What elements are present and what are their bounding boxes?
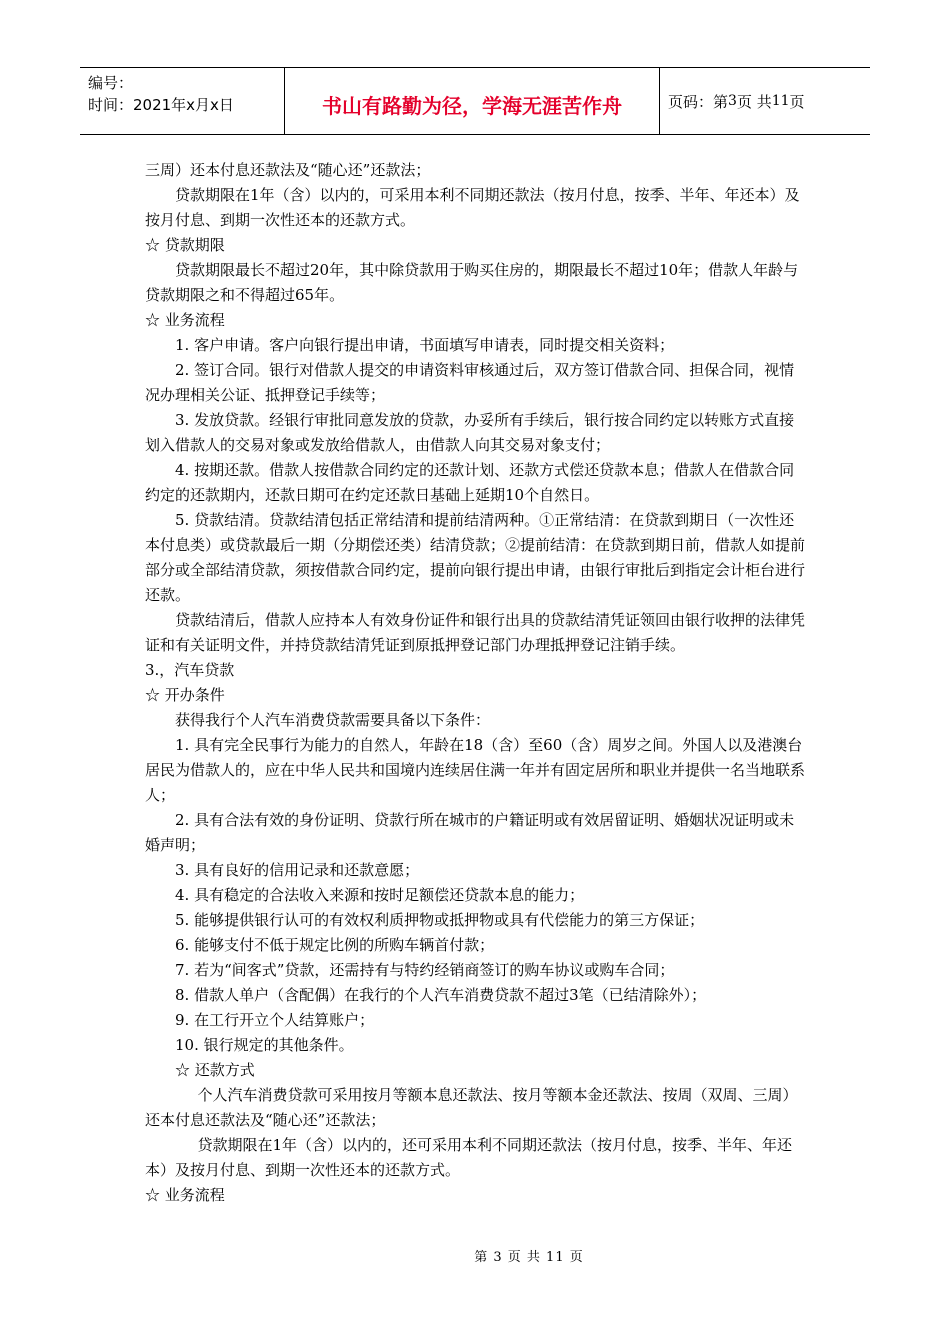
list-item: 5. 贷款结清。贷款结清包括正常结清和提前结清两种。①正常结清：在贷款到期日（一次性还本付息类）或贷款最后一期（分期偿还类）结清贷款；②提前结清：在贷款到期日前，借款人如提前部分或全部结清贷款，须按借款合同约定，提前向银行提出申请，由银行审批后到指定会计柜台进行还款。: [145, 511, 806, 604]
section-heading-loan-term: ☆ 贷款期限: [145, 236, 225, 254]
list-item: 1. 客户申请。客户向银行提出申请，书面填写申请表，同时提交相关资料；: [175, 336, 675, 354]
document-body: [145, 158, 807, 1208]
page-label-prefix: 页码：第: [668, 92, 729, 111]
list-item: 2. 具有合法有效的身份证明、贷款行所在城市的户籍证明或有效居留证明、婚姻状况证明或未婚声明；: [145, 811, 795, 854]
list-item: 10. 银行规定的其他条件。: [175, 1036, 354, 1054]
list-item: 5. 能够提供银行认可的有效权利质押物或抵押物或具有代偿能力的第三方保证；: [175, 911, 705, 929]
list-item: 2. 签订合同。银行对借款人提交的申请资料审核通过后，双方签订借款合同、担保合同，视情况办理相关公证、抵押登记手续等；: [145, 361, 795, 404]
paragraph: 获得我行个人汽车消费贷款需要具备以下条件：: [175, 711, 491, 729]
page-label-mid: 页 共: [736, 92, 772, 111]
paragraph: 三周）还本付息还款法及“随心还”还款法；: [145, 161, 431, 179]
section-heading-process-2: ☆ 业务流程: [145, 1186, 225, 1204]
section-heading-repayment: ☆ 还款方式: [175, 1061, 255, 1079]
header-motto: 书山有路勤为径，学海无涯苦作舟: [285, 68, 660, 134]
page-header: [80, 67, 870, 135]
page-footer: 第 3 页 共 11 页: [474, 1250, 584, 1265]
list-item: 6. 能够支付不低于规定比例的所购车辆首付款；: [175, 936, 495, 954]
section-heading-auto-loan: 3.，汽车贷款: [145, 661, 235, 679]
date-label: 时间：2021年x月x日: [88, 96, 234, 114]
list-item: 7. 若为“间客式”贷款，还需持有与特约经销商签订的购车协议或购车合同；: [175, 961, 675, 979]
header-page-number: [660, 68, 870, 134]
list-item: 3. 发放贷款。经银行审批同意发放的贷款，办妥所有手续后，银行按合同约定以转账方式直接划入借款人的交易对象或发放给借款人，由借款人向其交易对象支付；: [145, 411, 795, 454]
header-meta: [80, 68, 285, 134]
paragraph: 个人汽车消费贷款可采用按月等额本息还款法、按月等额本金还款法、按周（双周、三周）还本付息还款法及“随心还”还款法；: [145, 1086, 798, 1129]
page-label-suffix: 页: [789, 92, 805, 111]
list-item: 9. 在工行开立个人结算账户；: [175, 1011, 375, 1029]
code-label: 编号：: [88, 74, 134, 92]
paragraph: 贷款期限在1年（含）以内的，还可采用本利不同期还款法（按月付息，按季、半年、年还本）及按月付息、到期一次性还本的还款方式。: [145, 1136, 793, 1179]
section-heading-conditions: ☆ 开办条件: [145, 686, 225, 704]
page-total: 11: [771, 93, 790, 109]
list-item: 3. 具有良好的信用记录和还款意愿；: [175, 861, 420, 879]
list-item: 4. 具有稳定的合法收入来源和按时足额偿还贷款本息的能力；: [175, 886, 585, 904]
page-current: 3: [728, 93, 737, 109]
paragraph: 贷款期限在1年（含）以内的，可采用本利不同期还款法（按月付息，按季、半年、年还本）及按月付息、到期一次性还本的还款方式。: [145, 186, 800, 229]
paragraph: 贷款结清后，借款人应持本人有效身份证件和银行出具的贷款结清凭证领回由银行收押的法律凭证和有关证明文件，并持贷款结清凭证到原抵押登记部门办理抵押登记注销手续。: [145, 611, 806, 654]
list-item: 4. 按期还款。借款人按借款合同约定的还款计划、还款方式偿还贷款本息；借款人在借款合同约定的还款期内，还款日期可在约定还款日基础上延期10个自然日。: [145, 461, 795, 504]
section-heading-process: ☆ 业务流程: [145, 311, 225, 329]
list-item: 1. 具有完全民事行为能力的自然人，年龄在18（含）至60（含）周岁之间。外国人以及港澳台居民为借款人的，应在中华人民共和国境内连续居住满一年并有固定居所和职业并提供一名当地联系人；: [145, 736, 806, 804]
list-item: 8. 借款人单户（含配偶）在我行的个人汽车消费贷款不超过3笔（已结清除外）；: [175, 986, 707, 1004]
paragraph: 贷款期限最长不超过20年，其中除贷款用于购买住房的，期限最长不超过10年；借款人年龄与贷款期限之和不得超过65年。: [145, 261, 799, 304]
